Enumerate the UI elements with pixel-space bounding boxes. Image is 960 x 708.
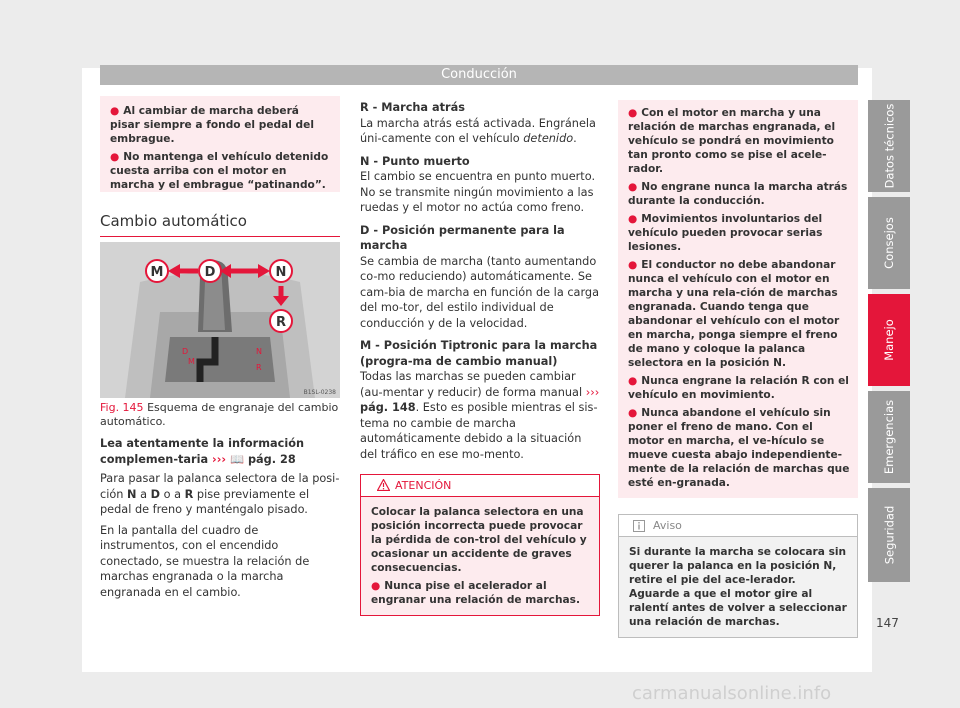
gear-r-icon: R: [360, 101, 369, 114]
svg-text:D: D: [182, 347, 189, 356]
svg-text:N: N: [256, 347, 262, 356]
watermark: carmanualsonline.info: [632, 683, 832, 704]
column-3: [618, 100, 858, 638]
warning-continuation-box: [618, 100, 858, 498]
gear-selector-illustration: [100, 242, 340, 398]
gear-m-icon: M: [360, 339, 372, 352]
gear-selector-figure: [100, 242, 340, 398]
intro-line: Lea atentamente la información complemen-taria ››› 📖 pág. 28: [100, 437, 304, 466]
tab-seguridad[interactable]: Seguridad: [868, 488, 910, 582]
figure-number: Fig. 145: [100, 401, 144, 414]
column-2: [360, 100, 600, 616]
page-reference-link[interactable]: pág. 28: [247, 452, 296, 466]
warning-item: ● No engrane nunca la marcha atrás durante la conducción.: [628, 181, 848, 207]
tab-consejos[interactable]: Consejos: [868, 197, 910, 289]
warning-item: ● Nunca abandone el vehículo sin poner el freno de mano. Con el motor en marcha, el ve-hículo se mueve cuesta abajo independiente-mente de la relación de marchas que esté en-granada.: [628, 407, 850, 489]
bullet-icon: ●: [628, 407, 638, 419]
book-icon: 📖: [229, 452, 245, 466]
gear-d-icon: D: [360, 223, 370, 237]
warning-box: [360, 474, 600, 616]
bullet-icon: ●: [628, 213, 638, 225]
warning-triangle-icon: [377, 479, 390, 491]
figure-caption: [100, 401, 340, 429]
gear-n-icon: N: [360, 154, 370, 168]
section-heading: [100, 214, 340, 237]
section-title: Cambio automático: [100, 212, 247, 230]
column-1: [100, 96, 340, 237]
warning-header: ATENCIÓN: [361, 475, 599, 497]
bullet-icon: ●: [110, 151, 120, 163]
note-box: [618, 514, 858, 638]
warning-item: ● No mantenga el vehículo detenido cuesta arriba con el motor en marcha y el embrague “patinando”.: [110, 151, 329, 191]
tab-datos-tecnicos[interactable]: Datos técnicos: [868, 100, 910, 192]
bullet-icon: ●: [628, 181, 638, 193]
tab-emergencias[interactable]: Emergencias: [868, 391, 910, 483]
gear-item-d: D - Posición permanente para la marcha Se cambia de marcha (tanto aumentando co-mo reduciendo) automáticamente. Se cam-bia de marcha en función de la carga del mo-tor, del estilo individual de conducción y de la velocidad.: [360, 223, 600, 330]
bullet-icon: ●: [628, 107, 638, 119]
note-body: Si durante la marcha se colocara sin querer la palanca en la posición N, retire el pie del ace-lerador. Aguarde a que el motor gire al ralentí antes de volver a seleccionar una relación de marchas.: [619, 537, 857, 637]
label-r: R: [275, 315, 287, 330]
note-header: Aviso: [619, 515, 857, 537]
paragraph-2: En la pantalla del cuadro de instrumentos, con el encendido conectado, se muestra la relación de marchas engranada o la marcha engranada en el cambio.: [100, 523, 310, 599]
info-icon: [633, 520, 645, 532]
bullet-icon: ●: [110, 105, 120, 117]
figure-caption-text: Esquema de engranaje del cambio automático.: [100, 401, 339, 428]
label-d: D: [204, 265, 216, 280]
paragraph-1: Para pasar la palanca selectora de la posi-ción N a D o a R pise previamente el pedal de freno y manténgalo pisado.: [100, 472, 340, 516]
warning-item: ● El conductor no debe abandonar nunca el vehículo con el motor en marcha y una rela-ción de marchas engranada. Cuando tenga que abandonar el vehículo con el motor en marcha, ponga siempre el freno de mano y coloque la palanca selectora en la posición N.: [628, 259, 840, 369]
gear-item-m: M - Posición Tiptronic para la marcha (progra-ma de cambio manual) Todas las marchas se pueden cambiar (au-mentar y reducir) de forma manual ››› pág. 148. Esto es posible mientras el sis-tema no cambie de marcha automáticamente debido a la situación del tráfico en ese mo-mento.: [360, 339, 600, 461]
warning-item: ● Nunca engrane la relación R con el vehículo en movimiento.: [628, 375, 849, 401]
page-reference-link[interactable]: pág. 148: [360, 401, 416, 414]
section-divider: [100, 236, 340, 237]
ref-arrow-icon: ›››: [212, 452, 227, 466]
svg-text:R: R: [256, 363, 262, 372]
svg-text:M: M: [188, 357, 195, 366]
page-number: 147: [876, 616, 899, 630]
column-1-body: [100, 436, 340, 600]
label-m: M: [150, 265, 164, 280]
ref-arrow-icon: ›››: [585, 385, 600, 399]
bullet-icon: ●: [371, 580, 381, 592]
warning-item: ● Movimientos involuntarios del vehículo pueden provocar serias lesiones.: [628, 213, 823, 253]
warning-item: ● Al cambiar de marcha deberá pisar siempre a fondo el pedal del embrague.: [110, 105, 314, 145]
tab-manejo[interactable]: Manejo: [868, 294, 910, 386]
warning-continuation-box: [100, 96, 340, 192]
page-header: Conducción: [100, 65, 858, 85]
warning-body: Colocar la palanca selectora en una posición incorrecta puede provocar la pérdida de con-trol del vehículo y ocasionar un accidente de graves consecuencias. ● Nunca pise el acelerador al engranar una relación de marchas.: [361, 497, 599, 615]
gear-item-r: R - Marcha atrás La marcha atrás está activada. Engránela úni-camente con el vehículo detenido.: [360, 101, 596, 145]
bullet-icon: ●: [628, 259, 638, 271]
warning-item: ● Con el motor en marcha y una relación de marchas engranada, el vehículo se pondrá en movimiento tan pronto como se pise el acele-rador.: [628, 107, 836, 175]
gear-item-n: N - Punto muerto El cambio se encuentra en punto muerto. No se transmite ningún movimiento a las ruedas y el motor no actúa como freno.: [360, 154, 596, 214]
label-n: N: [275, 265, 287, 280]
figure-code: B1SL-0238: [303, 389, 336, 396]
bullet-icon: ●: [628, 375, 638, 387]
